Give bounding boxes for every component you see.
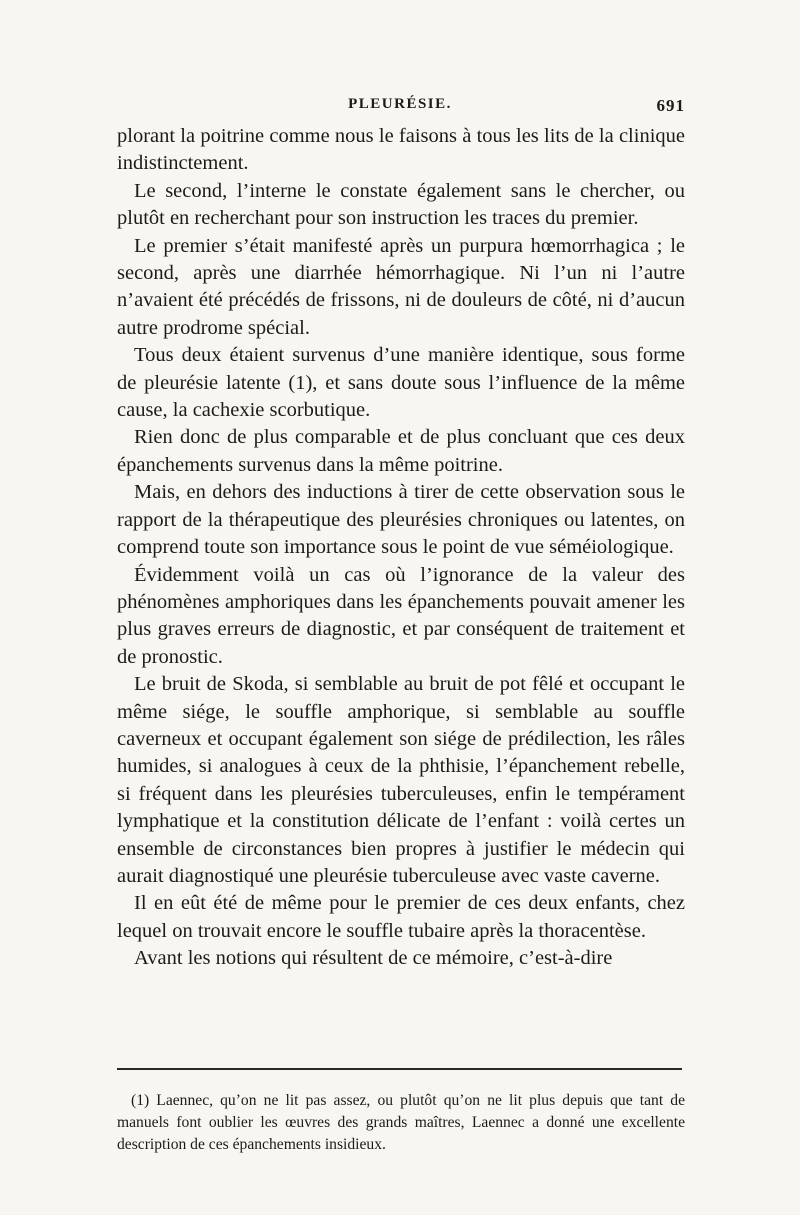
footnote [117,1090,685,1156]
footnote-text: (1) Laennec, qu’on ne lit pas assez, ou plutôt qu’on ne lit plus depuis que tant de manuels font oublier les œuvres des grands maîtres, Laennec a donné une excellente description de ces épanchements insidieux. [117,1092,685,1153]
paragraph: Mais, en dehors des inductions à tirer de cette observation sous le rapport de la thérapeutique des pleurésies chroniques ou latentes, on comprend toute son importance sous le point de vue séméiologique. [117,481,685,559]
paragraph-continuation: plorant la poitrine comme nous le faisons à tous les lits de la clinique indistinctement. [117,125,685,175]
paragraph: Il en eût été de même pour le premier de ces deux enfants, chez lequel on trouvait encore le souffle tubaire après la thoracentèse. [117,892,685,942]
paragraph: Le second, l’interne le constate également sans le chercher, ou plutôt en recherchant pour son instruction les traces du premier. [117,179,685,230]
body-text [117,123,685,973]
running-title: PLEURÉSIE. [348,96,452,112]
footnote-separator-rule [117,1068,682,1070]
paragraph: Le premier s’était manifesté après un purpura hœmorrhagica ; le second, après une diarrhée hémorrhagique. Ni l’un ni l’autre n’avaient été précédés de frissons, ni de douleurs de côté, ni d’aucun autre prodrome spécial. [117,234,685,339]
page-number: 691 [656,96,685,115]
paragraph: Le bruit de Skoda, si semblable au bruit de pot fêlé et occupant le même siége, le souffle amphorique, si semblable au souffle caverneux et occupant également son siége de prédilection, les râles humides, si analogues à ceux de la phthisie, l’épanchement rebelle, si fréquent dans les pleurésies tuberculeuses, enfin le tempérament lymphatique et la constitution délicate de l’enfant : voilà certes un ensemble de circonstances bien propres à justifier le médecin qui aurait diagnostiqué une pleurésie tuberculeuse avec vaste caverne. [117,673,685,887]
paragraph: Rien donc de plus comparable et de plus concluant que ces deux épanchements survenus dans la même poitrine. [117,426,685,476]
paragraph: Avant les notions qui résultent de ce mémoire, c’est-à-dire [134,947,613,970]
paragraph: Tous deux étaient survenus d’une manière identique, sous forme de pleurésie latente (1), et sans doute sous l’influence de la même cause, la cachexie scorbutique. [117,344,685,422]
running-head [115,96,685,118]
paragraph: Évidemment voilà un cas où l’ignorance de la valeur des phénomènes amphoriques dans les épanchements pouvait amener les plus graves erreurs de diagnostic, et par conséquent de traitement et de pronostic. [117,563,685,668]
